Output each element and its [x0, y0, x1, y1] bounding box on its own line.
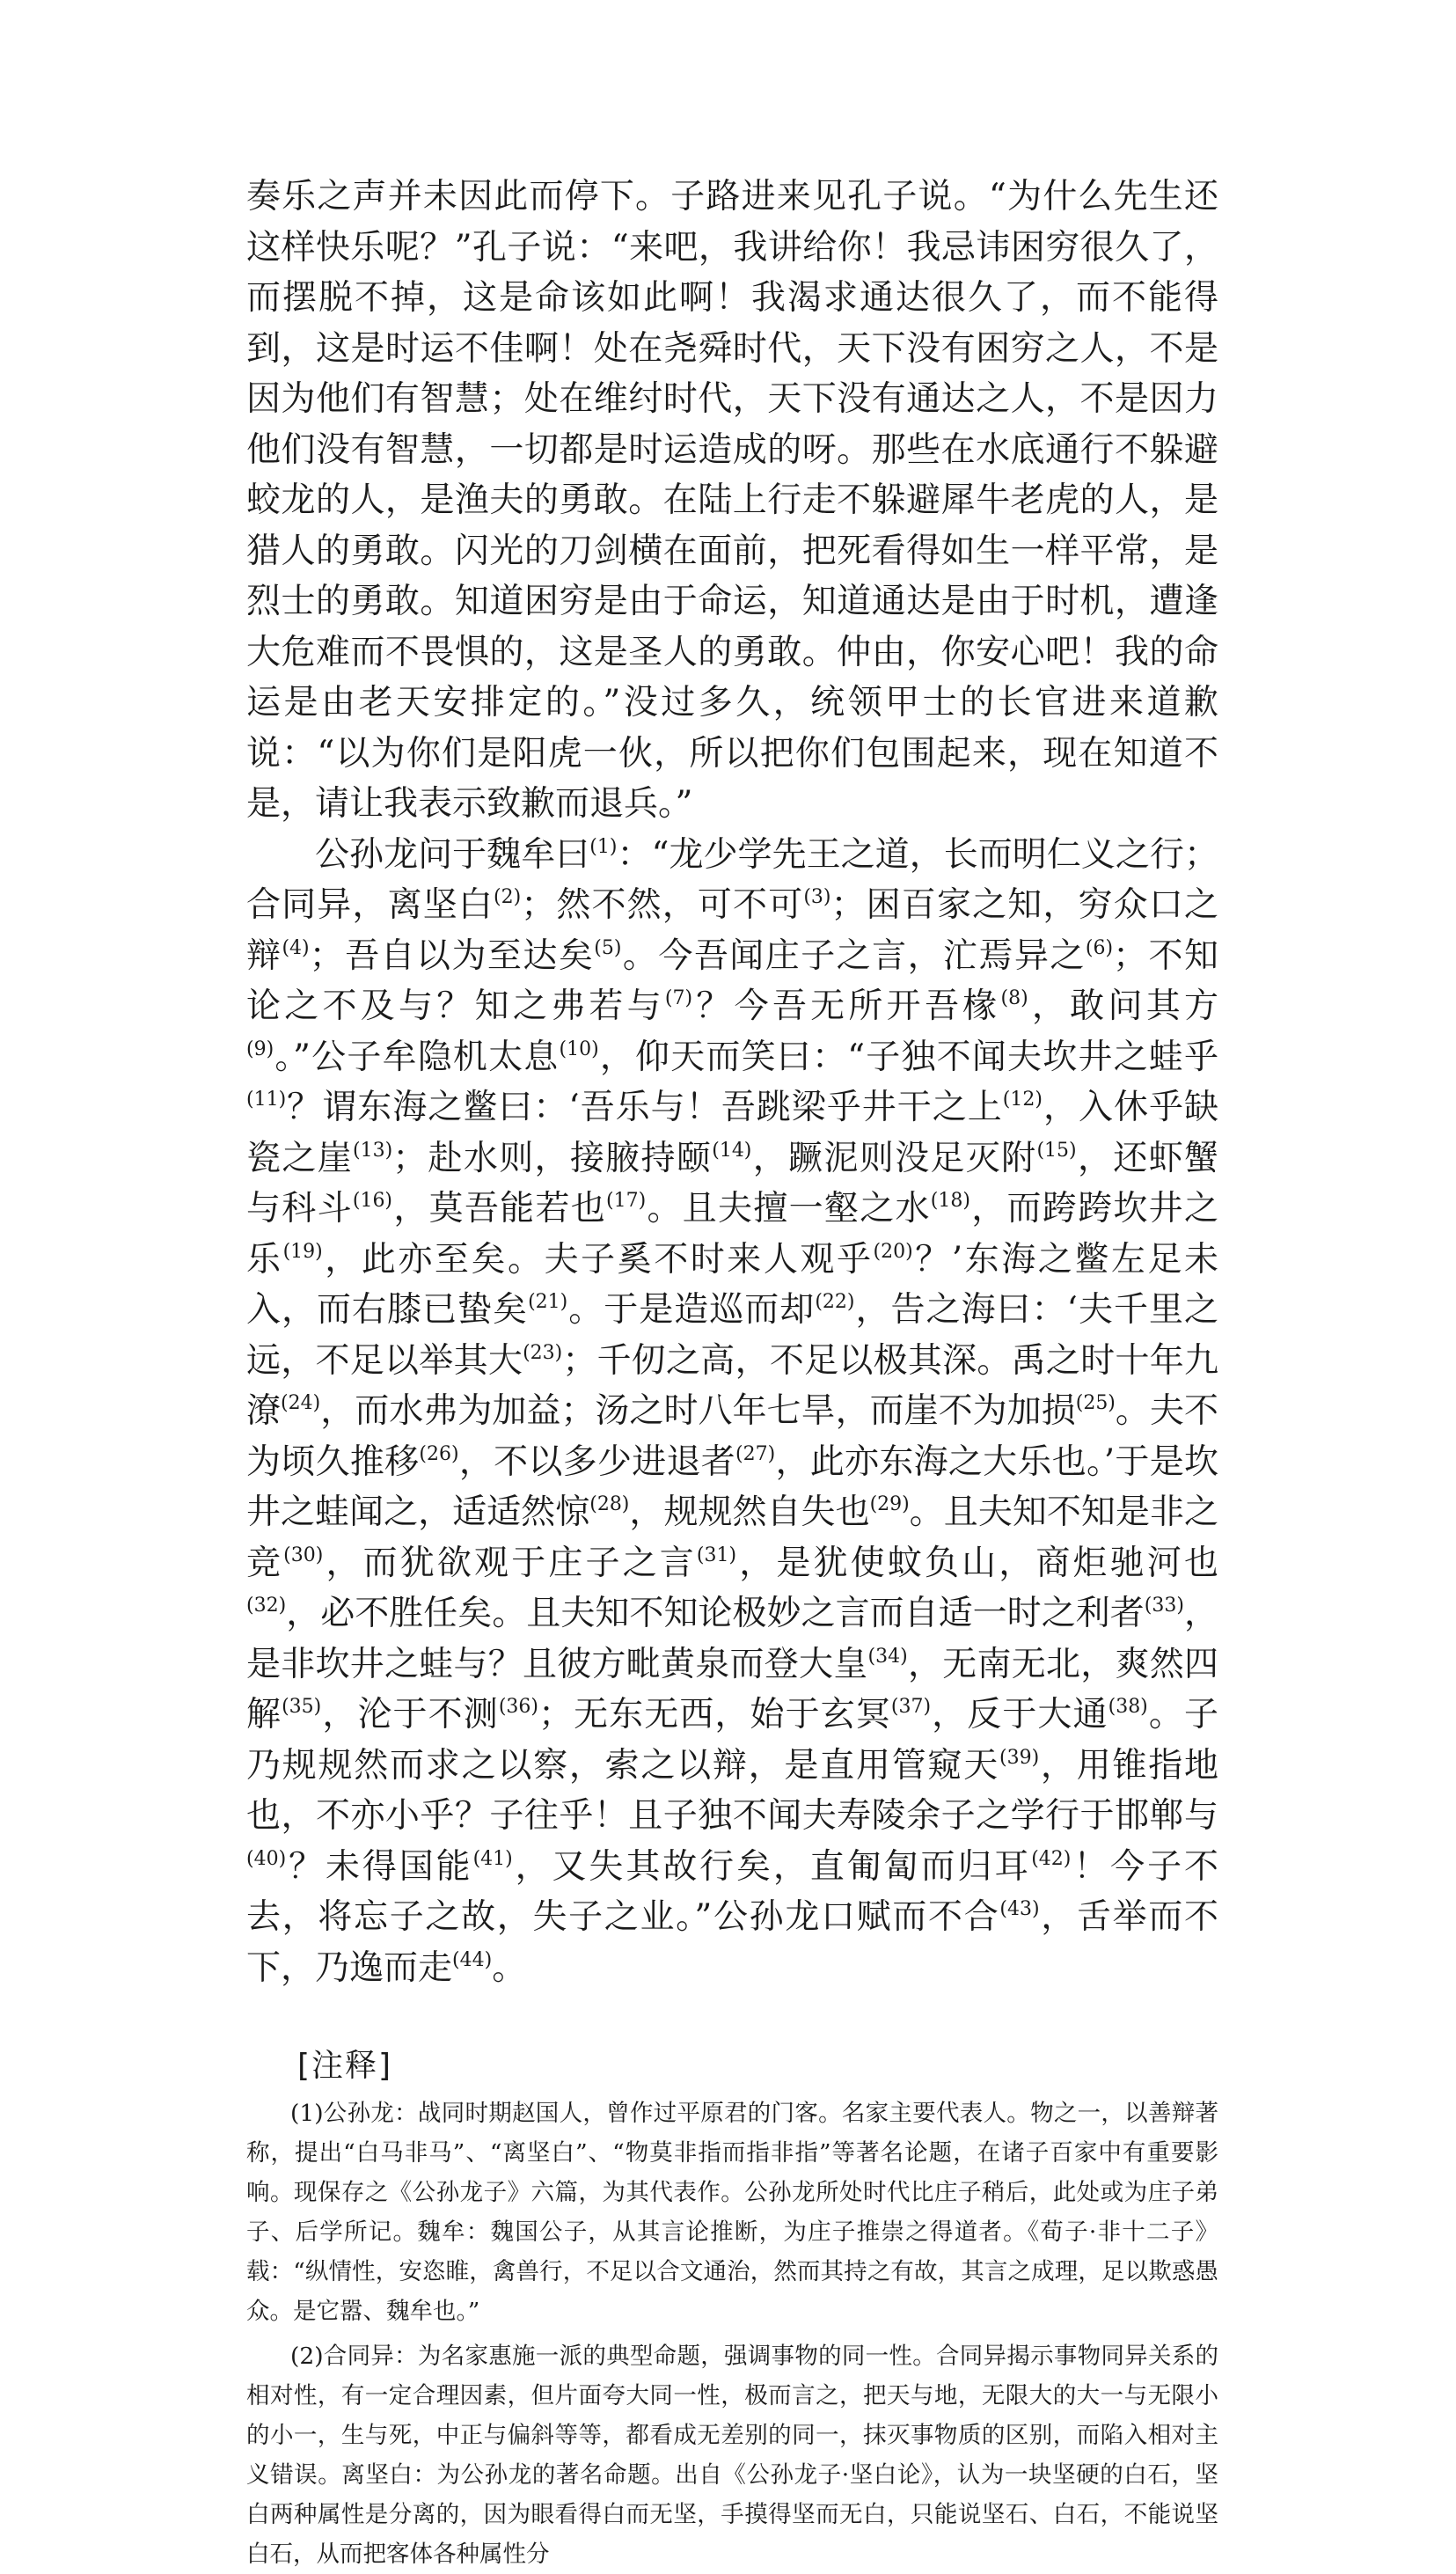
footnote-marker: (13)	[353, 1139, 393, 1162]
footnote-marker: (12)	[1002, 1089, 1043, 1111]
footnote-marker: (14)	[712, 1139, 752, 1162]
text-run: ，此亦至矣。夫子奚不时来人观乎	[322, 1239, 874, 1280]
body-paragraph	[246, 172, 1218, 830]
text-run: ？谓东海之鳖曰：‘吾乐与！吾跳梁乎井干之上	[286, 1088, 1003, 1127]
text-run: ；然不然，可不可	[521, 885, 804, 925]
footnote-marker: (23)	[523, 1341, 563, 1364]
footnote-marker: (7)	[664, 987, 693, 1009]
footnote-marker: (3)	[803, 886, 831, 908]
footnote-marker: (29)	[869, 1493, 910, 1515]
text-run: ：“龙少学先王之道，长而明仁义之行；合同异，离坚白	[246, 834, 1218, 925]
footnote-marker: (35)	[282, 1696, 322, 1718]
footnote-marker: (30)	[283, 1544, 324, 1566]
text-run: 。今吾闻庄子之言，汒焉异之	[621, 935, 1086, 976]
text-run: ，不以多少进退者	[458, 1441, 736, 1482]
footnote-marker: (39)	[999, 1746, 1040, 1769]
footnote-marker: (43)	[999, 1898, 1040, 1920]
text-run: 。夫不为顷久推移	[246, 1391, 1218, 1482]
body-paragraph	[246, 830, 1218, 1994]
text-run: ，入休乎缺瓷之崖	[246, 1088, 1218, 1178]
footnote-marker: (36)	[498, 1696, 538, 1718]
text-run: ，还虾蟹与科斗	[246, 1138, 1218, 1228]
main-text	[246, 172, 1218, 1993]
document-page	[246, 172, 1218, 2574]
footnote-marker: (9)	[246, 1038, 274, 1060]
footnote-marker: (17)	[606, 1190, 647, 1212]
footnote-marker: (18)	[930, 1190, 970, 1212]
notes-heading: [注释]	[297, 2048, 393, 2084]
text-run: ，敢问其方	[1028, 986, 1218, 1026]
footnote-marker: (25)	[1075, 1392, 1116, 1414]
text-run: ；吾自以为至达矣	[309, 935, 595, 976]
text-run: ，莫吾能若也	[392, 1189, 607, 1228]
footnote-marker: (4)	[282, 936, 310, 959]
text-run: ，又失其故行矣，直匍匐而归耳	[512, 1846, 1032, 1887]
footnote-marker: (22)	[815, 1291, 855, 1313]
text-run: ，是非坎井之蛙与？且彼方毗黄泉而登大皇	[246, 1594, 1218, 1684]
notes-section	[246, 2094, 1218, 2574]
text-run: ，无南无北，爽然四解	[246, 1644, 1218, 1734]
footnote-marker: (16)	[352, 1190, 393, 1212]
text-run: ，告之海曰：‘夫千里之远，不足以举其大	[246, 1290, 1218, 1381]
footnote-marker: (27)	[735, 1442, 776, 1465]
footnote-marker: (28)	[589, 1493, 630, 1515]
text-run: 。”公子牟隐机太息	[274, 1037, 560, 1077]
text-run: 。子乃规规然而求之以察，索之以辩，是直用管窥天	[246, 1695, 1218, 1786]
text-run: ，反于大通	[931, 1695, 1108, 1734]
footnote-marker: (31)	[696, 1544, 737, 1566]
footnote-marker: (34)	[867, 1645, 908, 1668]
footnote-marker: (11)	[246, 1089, 287, 1111]
text-run: ，是犹使蚊负山，商炬驰河也	[736, 1543, 1218, 1583]
text-run: ；不知论之不及与？知之弗若与	[246, 935, 1218, 1026]
footnote-marker: (32)	[246, 1595, 287, 1617]
text-run: ？’东海之鳖左足未入，而右膝已蛰矣	[246, 1239, 1218, 1330]
footnote-marker: (8)	[1000, 987, 1028, 1009]
text-run: ，蹶泥则没足灭附	[751, 1138, 1037, 1178]
footnote-marker: (41)	[472, 1847, 513, 1870]
footnote-marker: (15)	[1036, 1139, 1077, 1162]
text-run: ，而犹欲观于庄子之言	[323, 1543, 697, 1583]
footnote-marker: (33)	[1144, 1595, 1184, 1617]
footnote-marker: (20)	[873, 1240, 913, 1263]
text-run: ；困百家之知，穷众口之辩	[246, 885, 1218, 976]
text-run: ，舌举而不下，乃逸而走	[246, 1897, 1218, 1988]
text-run: ；无东无西，始于玄冥	[538, 1695, 891, 1734]
text-run: 奏乐之声并未因此而停下。子路进来见孔子说。“为什么先生还这样快乐呢？”孔子说：“来吧，我讲给你！我忌讳困穷很久了，而摆脱不掉，这是命该如此啊！我渴求通达很久了，而不能得到，这是时运不佳啊！处在尧舜时代，天下没有困穷之人，不是因为他们有智慧；处在维纣时代，天下没有通达之人，不是因力他们没有智慧，一切都是时运造成的呀。那些在水底通行不躲避蛟龙的人，是渔夫的勇敢。在陆上行走不躲避犀牛老虎的人，是猎人的勇敢。闪光的刀剑横在面前，把死看得如生一样平常，是烈士的勇敢。知道困穷是由于命运，知道通达是由于时机，遭逢大危难而不畏惧的，这是圣人的勇敢。仲由，你安心吧！我的命运是由老天安排定的。”没过多久，统领甲士的长官进来道歉说：“以为你们是阳虎一伙，所以把你们包围起来，现在知道不是，请让我表示致歉而退兵。”	[246, 177, 1218, 824]
text-run: 。	[492, 1947, 527, 1988]
text-run: ，沦于不测	[321, 1695, 499, 1734]
text-run: ，必不胜任矣。且夫知不知论极妙之言而自适一时之利者	[286, 1594, 1145, 1633]
text-run: ，而跨跨坎井之乐	[246, 1189, 1218, 1280]
footnote-marker: (19)	[282, 1240, 323, 1263]
text-run: ，此亦东海之大乐也。’于是坎井之蛙闻之，适适然惊	[246, 1441, 1218, 1532]
footnote-marker: (10)	[559, 1038, 599, 1060]
footnote-marker: (24)	[281, 1392, 321, 1414]
footnote-marker: (21)	[528, 1291, 568, 1313]
text-run: 。且夫擅一壑之水	[646, 1189, 931, 1228]
text-run: ，而水弗为加益；汤之时八年七旱，而崖不为加损	[320, 1391, 1076, 1431]
text-run: ；千仞之高，不足以极其深。禹之时十年九潦	[246, 1340, 1218, 1431]
footnote-marker: (5)	[594, 936, 622, 959]
footnote-marker: (44)	[452, 1948, 493, 1971]
footnote-marker: (6)	[1085, 936, 1114, 959]
note-item: (2)合同异：为名家惠施一派的典型命题，强调事物的同一性。合同异揭示事物同异关系的相对性，有一定合理因素，但片面夸大同一性，极而言之，把天与地，无限大的大一与无限小的小一，生与死，中正与偏斜等等，都看成无差别的同一，抹灭事物质的区别，而陷入相对主义错误。离坚白：为公孙龙的著名命题。出自《公孙龙子·坚白论》，认为一块坚硬的白石，坚白两种属性是分离的，因为眼看得白而无坚，手摸得坚而无白，只能说坚石、白石，不能说坚白石，从而把客体各种属性分	[246, 2343, 1218, 2568]
footnote-marker: (2)	[494, 886, 522, 908]
text-run: ？未得国能	[286, 1846, 473, 1887]
text-run: ，规规然自失也	[629, 1492, 870, 1532]
text-run: ！今子不去，将忘子之故，失子之业。”公孙龙口赋而不合	[246, 1846, 1218, 1937]
text-run: ；赴水则，接腋持颐	[392, 1138, 713, 1178]
note-item: (1)公孙龙：战同时期赵国人，曾作过平原君的门客。名家主要代表人。物之一，以善辩著称，提出“白马非马”、“离坚白”、“物莫非指而指非指”等著名论题，在诸子百家中有重要影响。现保存之《公孙龙子》六篇，为其代表作。公孙龙所处时代比庄子稍后，此处或为庄子弟子、后学所记。魏牟：魏国公子，从其言论推断，为庄子推崇之得道者。《荀子·非十二子》载：“纵情性，安恣睢，禽兽行，不足以合文通治，然而其持之有故，其言之成理，足以欺惑愚众。是它嚣、魏牟也。”	[246, 2100, 1218, 2325]
footnote-marker: (37)	[890, 1696, 932, 1718]
footnote-marker: (42)	[1031, 1847, 1072, 1870]
text-run: 。且夫知不知是非之竞	[246, 1492, 1218, 1583]
text-run: ？今吾无所开吾椽	[692, 986, 1001, 1026]
text-run: 公孙龙问于魏牟曰	[315, 834, 590, 875]
footnote-marker: (38)	[1108, 1696, 1148, 1718]
footnote-marker: (1)	[589, 835, 618, 858]
text-run: ，仰天而笑曰：“子独不闻夫坎井之蛙乎	[598, 1037, 1218, 1077]
footnote-marker: (40)	[246, 1847, 287, 1870]
footnote-marker: (26)	[419, 1442, 459, 1465]
text-run: 。于是造巡而却	[567, 1290, 816, 1330]
text-run: ，用锥指地也，不亦小乎？子往乎！且子独不闻夫寿陵余子之学行于邯郸与	[246, 1745, 1218, 1836]
